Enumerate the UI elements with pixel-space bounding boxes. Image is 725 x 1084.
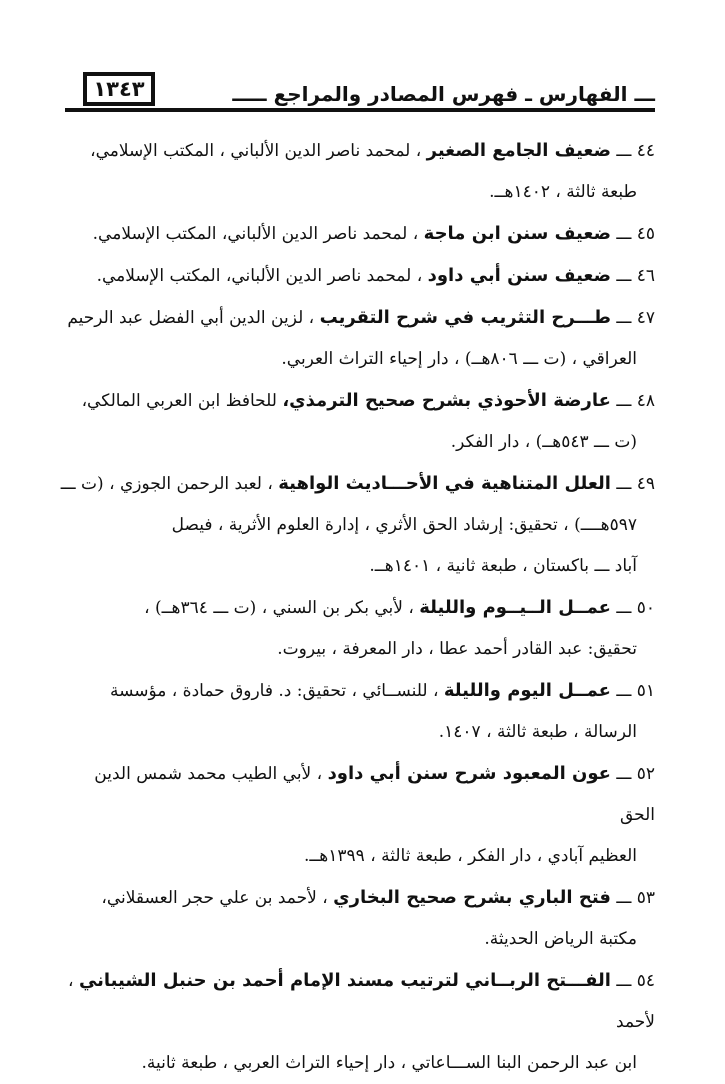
entry-number: ٤٩ ـــ	[616, 474, 655, 494]
entry-number: ٤٧ ـــ	[616, 308, 655, 328]
entry-continuation: الرسالة ، طبعة ثالثة ، ١٤٠٧.	[438, 722, 637, 742]
entry-title: الفـــتح الربــاني لترتيب مسند الإمام أحمد بن حنبل الشيباني	[78, 970, 611, 991]
entry-title: عون المعبود شرح سنن أبي داود	[327, 763, 611, 784]
entry-title: طـــرح التثريب في شرح التقريب	[319, 307, 611, 328]
entry-details: للحافظ ابن العربي المالكي،	[81, 391, 277, 411]
reference-entry	[55, 960, 655, 1084]
entry-details: ، لزين الدين أبي الفضل عبد الرحيم	[67, 308, 315, 328]
entry-details: ، لأبي الطيب محمد شمس الدين الحق	[94, 764, 655, 825]
reference-entry	[55, 130, 655, 213]
reference-entry	[55, 255, 655, 297]
entry-number: ٥١ ـــ	[616, 681, 655, 701]
entry-number: ٤٥ ـــ	[616, 224, 655, 244]
entry-continuation: العراقي ، (ت ـــ ٨٠٦هــ) ، دار إحياء التراث العربي.	[281, 349, 637, 369]
entry-continuation: تحقيق: عبد القادر أحمد عطا ، دار المعرفة ، بيروت.	[277, 639, 637, 659]
entry-continuation: (ت ـــ ٥٤٣هــ) ، دار الفكر.	[450, 432, 637, 452]
entry-number: ٥٢ ـــ	[616, 764, 655, 784]
entry-continuation: العظيم آبادي ، دار الفكر ، طبعة ثالثة ، ١٣٩٩هــ.	[303, 846, 637, 866]
entry-number: ٥٣ ـــ	[616, 888, 655, 908]
entry-details: ، لأحمد بن علي حجر العسقلاني،	[101, 888, 328, 908]
entry-number: ٤٨ ـــ	[616, 391, 655, 411]
running-title: ـــ الفهارس ـ فهرس المصادر والمراجع ـــــ	[232, 82, 655, 106]
reference-entry	[55, 463, 655, 587]
references-list	[55, 130, 655, 1084]
reference-entry	[55, 587, 655, 670]
entry-number: ٤٦ ـــ	[616, 266, 655, 286]
reference-entry	[55, 297, 655, 380]
entry-number: ٥٠ ـــ	[616, 598, 655, 618]
entry-number: ٥٤ ـــ	[616, 971, 655, 991]
entry-details: ، لعبد الرحمن الجوزي ، (ت ـــ	[60, 474, 273, 494]
entry-title: عمــل اليوم والليلة	[443, 680, 611, 701]
entry-number: ٤٤ ـــ	[616, 141, 655, 161]
entry-title: العلل المتناهية في الأحـــاديث الواهية	[278, 473, 611, 494]
page-header	[65, 60, 655, 115]
reference-entry	[55, 380, 655, 463]
entry-title: فتح الباري بشرح صحيح البخاري	[333, 887, 611, 908]
reference-entry	[55, 670, 655, 753]
entry-details: ، لمحمد ناصر الدين الألباني، المكتب الإسلامي.	[96, 266, 423, 286]
entry-title: ضعيف سنن أبي داود	[427, 265, 611, 286]
entry-continuation: آباد ـــ باكستان ، طبعة ثانية ، ١٤٠١هــ.	[369, 556, 637, 576]
entry-details: ، لمحمد ناصر الدين الألباني، المكتب الإسلامي.	[92, 224, 419, 244]
reference-entry	[55, 753, 655, 877]
entry-continuation: مكتبة الرياض الحديثة.	[484, 929, 637, 949]
reference-entry	[55, 877, 655, 960]
entry-details: ، للنســائي ، تحقيق: د. فاروق حمادة ، مؤسسة	[109, 681, 439, 701]
entry-title: ضعيف سنن ابن ماجة	[423, 223, 611, 244]
entry-continuation: طبعة ثالثة ، ١٤٠٢هــ.	[489, 182, 637, 202]
page-number: ١٣٤٣	[83, 72, 155, 106]
entry-details: ، لمحمد ناصر الدين الألباني ، المكتب الإسلامي،	[90, 141, 422, 161]
entry-continuation: ابن عبد الرحمن البنا الســـاعاتي ، دار إحياء التراث العربي ، طبعة ثانية.	[141, 1053, 637, 1073]
entry-details: ، لأبي بكر بن السني ، (ت ـــ ٣٦٤هــ) ،	[144, 598, 414, 618]
entry-continuation: ٥٩٧هــــ) ، تحقيق: إرشاد الحق الأثري ، إدارة العلوم الأثرية ، فيصل	[171, 515, 637, 535]
entry-title: عمــل الــيــوم والليلة	[419, 597, 611, 618]
reference-entry	[55, 213, 655, 255]
entry-title: عارضة الأحوذي بشرح صحيح الترمذي،	[282, 390, 611, 411]
entry-details: ، لأحمد	[68, 971, 655, 1032]
header-rule	[65, 108, 655, 112]
entry-title: ضعيف الجامع الصغير	[426, 140, 611, 161]
